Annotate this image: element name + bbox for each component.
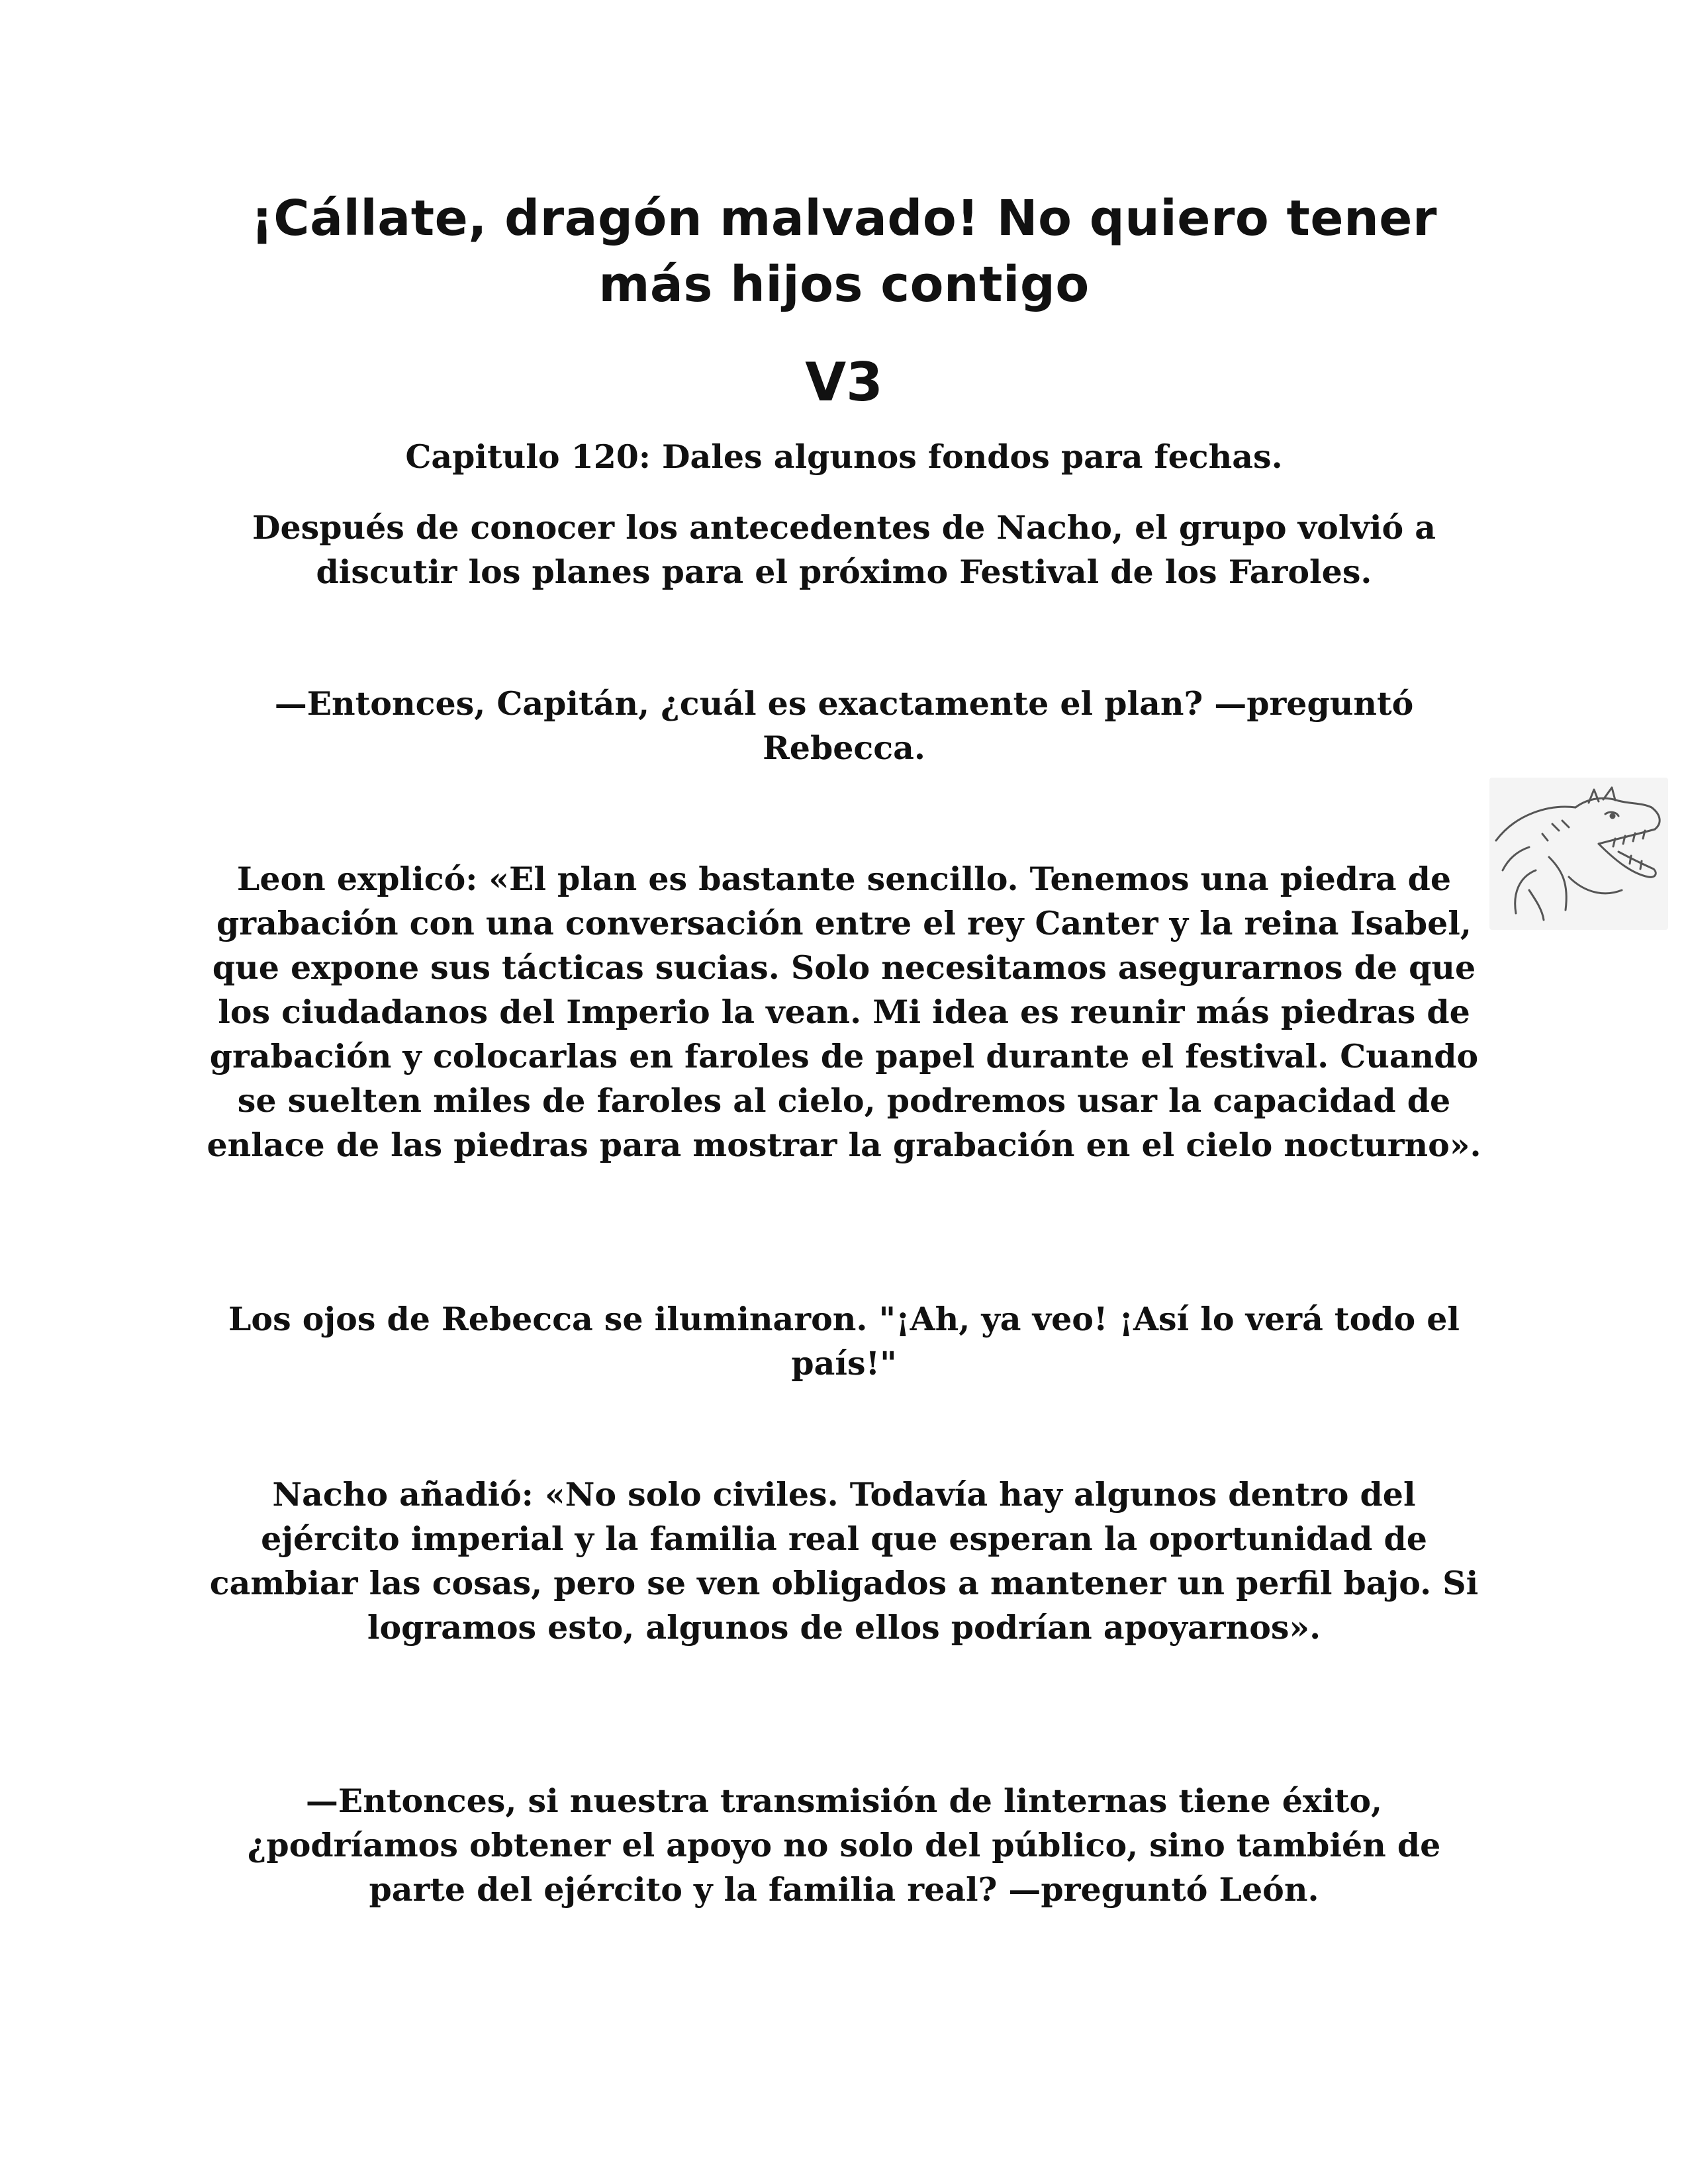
dragon-head-sketch-icon [1489, 778, 1668, 930]
paragraph-2: —Entonces, Capitán, ¿cuál es exactamente el plan? —preguntó Rebecca. [274, 684, 1414, 767]
paragraph-5: Nacho añadió: «No solo civiles. Todavía hay algunos dentro del ejército imperial y la familia real que esperan la oportunidad de cambiar las cosas, pero se ven obligados a mantener un perfil bajo. Si logramos esto, algunos de ellos podrían apoyarnos». [209, 1475, 1479, 1647]
paragraph-4: Los ojos de Rebecca se iluminaron. "¡Ah, ya veo! ¡Así lo verá todo el país!" [228, 1300, 1460, 1383]
document-title: ¡Cállate, dragón malvado! No quiero tener más hijos contigo [251, 190, 1437, 313]
paragraph-1: Después de conocer los antecedentes de Nacho, el grupo volvió a discutir los planes para el próximo Festival de los Faroles. [252, 508, 1436, 591]
chapter-heading: Capitulo 120: Dales algunos fondos para fechas. [405, 437, 1283, 476]
paragraph-6: —Entonces, si nuestra transmisión de linternas tiene éxito, ¿podríamos obtener el apoyo no solo del público, sino también de parte del ejército y la familia real? —preguntó León. [247, 1782, 1441, 1909]
dragon-sketch-svg [1489, 778, 1668, 930]
volume-label: V3 [805, 351, 883, 413]
paragraph-3: Leon explicó: «El plan es bastante sencillo. Tenemos una piedra de grabación con una conversación entre el rey Canter y la reina Isabel, que expone sus tácticas sucias. Solo necesitamos asegurarnos de que los ciudadanos del Imperio la vean. Mi idea es reunir más piedras de grabación y colocarlas en faroles de papel durante el festival. Cuando se suelten miles de faroles al cielo, podremos usar la capacidad de enlace de las piedras para mostrar la grabación en el cielo nocturno». [207, 860, 1481, 1164]
